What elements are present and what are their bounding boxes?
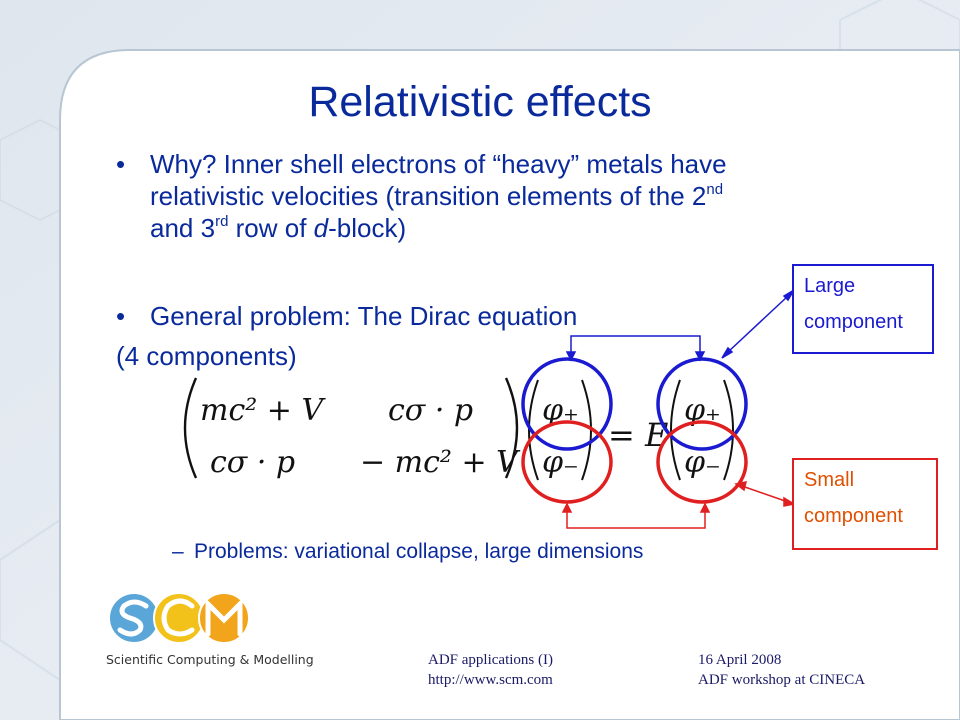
sub-bullet: Problems: variational collapse, large dimensions <box>194 540 644 563</box>
large-component-label <box>792 264 934 354</box>
vector-left-close-paren <box>582 380 591 480</box>
footer-right <box>698 650 865 690</box>
small-label-line-2: component <box>804 505 903 527</box>
bullet-1-line-3-b: row of <box>228 213 314 243</box>
phi-plus-left: φ₊ <box>542 393 579 428</box>
bullet-1-marker: • <box>116 149 126 179</box>
bullet-1-line-3-a: and 3 <box>150 213 216 243</box>
bullet-1-line-2-text: relativistic velocities (transition elements of the 2 <box>150 181 707 211</box>
phi-minus-right: φ₋ <box>684 445 721 480</box>
bullet-2-continuation: (4 components) <box>116 341 297 371</box>
matrix-left-paren <box>185 378 196 478</box>
scm-logo <box>104 590 324 674</box>
large-label-line-1: Large <box>804 275 856 297</box>
superscript-rd: rd <box>215 213 229 230</box>
small-label-line-1: Small <box>804 469 855 491</box>
equals-e: = E <box>608 416 669 454</box>
matrix-entry-12: cσ · p <box>388 393 474 428</box>
phi-minus-left: φ₋ <box>542 445 579 480</box>
bullet-1-line-1: Why? Inner shell electrons of “heavy” metals have <box>150 149 727 179</box>
bullet-1-line-3-c: -block) <box>328 213 407 243</box>
d-block-italic: d <box>313 213 329 243</box>
sub-bullet-dash: – <box>172 540 184 563</box>
large-component-connector <box>567 290 794 360</box>
footer-date: 16 April 2008 <box>698 652 782 668</box>
bullet-2: General problem: The Dirac equation <box>150 301 578 331</box>
footer-center <box>428 650 553 690</box>
slide-title: Relativistic effects <box>308 78 652 126</box>
matrix-entry-11: mc² + V <box>200 393 324 428</box>
phi-plus-right: φ₊ <box>684 393 721 428</box>
footer-event: ADF workshop at CINECA <box>698 672 866 688</box>
footer-url: http://www.scm.com <box>428 672 553 688</box>
scm-logo-tagline: Scientific Computing & Modelling <box>106 652 314 667</box>
footer-center-line-1: ADF applications (I) <box>428 652 553 668</box>
superscript-nd: nd <box>706 181 724 198</box>
bullet-2-marker: • <box>116 301 126 331</box>
large-label-line-2: component <box>804 311 903 333</box>
matrix-entry-21: cσ · p <box>210 445 296 480</box>
matrix-entry-22: − mc² + V <box>360 445 518 480</box>
small-component-label <box>792 458 938 550</box>
